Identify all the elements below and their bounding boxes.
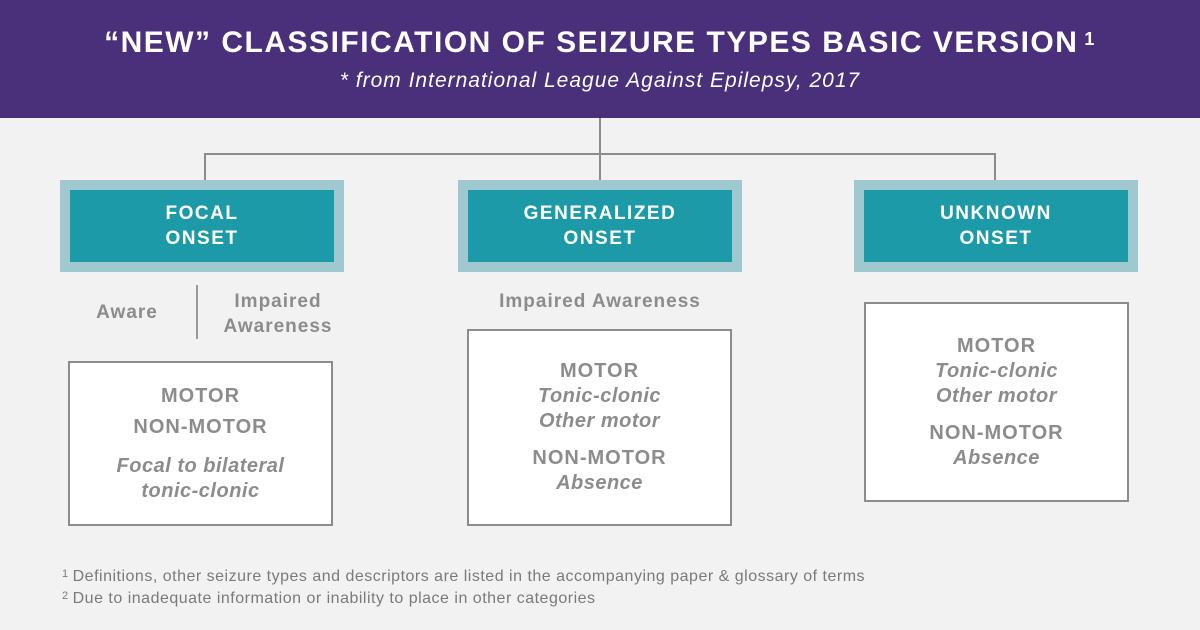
- unknown-onset-title-line2: ONSET: [959, 228, 1033, 249]
- focal-motor-heading: MOTOR: [160, 384, 241, 407]
- unknown-tonic-clonic: Tonic-clonic: [934, 359, 1059, 382]
- generalized-onset-inner: [468, 190, 732, 262]
- focal-onset-box: [60, 180, 344, 272]
- footnote-1-text: Definitions, other seizure types and descriptors are listed in the accompanying paper & glossary of terms: [72, 568, 866, 585]
- generalized-onset-title-line2: ONSET: [563, 228, 637, 249]
- footnote-1-marker: 1: [62, 568, 69, 580]
- generalized-impaired-label: Impaired Awareness: [499, 291, 701, 312]
- unknown-absence: Absence: [953, 446, 1040, 469]
- focal-aware-label: Aware: [96, 302, 158, 323]
- focal-onset-title-line2: ONSET: [165, 228, 239, 249]
- focal-bilateral-line2: tonic-clonic: [141, 479, 260, 502]
- generalized-other-motor: Other motor: [538, 410, 661, 432]
- awareness-divider: [196, 285, 198, 339]
- focal-impaired-label: [208, 289, 348, 339]
- unknown-motor-heading: MOTOR: [956, 334, 1037, 357]
- focal-impaired-line2: Awareness: [223, 316, 333, 337]
- generalized-tonic-clonic: Tonic-clonic: [537, 385, 662, 407]
- footnote-2-text: Due to inadequate information or inability to place in other categories: [72, 590, 596, 607]
- generalized-non-motor-heading: NON-MOTOR: [532, 447, 667, 469]
- footnote-2: [62, 589, 596, 609]
- unknown-types-box: [864, 302, 1129, 502]
- focal-types-box: [68, 361, 333, 526]
- focal-impaired-line1: Impaired: [234, 291, 322, 312]
- generalized-absence: Absence: [556, 472, 643, 494]
- focal-onset-title-line1: FOCAL: [165, 203, 239, 224]
- title-footnote-marker: 1: [1084, 29, 1096, 49]
- unknown-non-motor-heading: NON-MOTOR: [929, 421, 1064, 444]
- unknown-onset-title-line1: UNKNOWN: [940, 203, 1052, 224]
- unknown-onset-inner: [864, 190, 1128, 262]
- focal-non-motor-heading: NON-MOTOR: [133, 415, 268, 438]
- unknown-other-motor: Other motor: [935, 384, 1058, 407]
- focal-onset-inner: [70, 190, 334, 262]
- footnote-2-marker: 2: [62, 590, 69, 602]
- generalized-motor-heading: MOTOR: [559, 360, 640, 382]
- generalized-types-box: [467, 329, 732, 526]
- generalized-onset-title-line1: GENERALIZED: [523, 203, 677, 224]
- footnote-1: [62, 567, 865, 587]
- page-subtitle: * from International League Against Epilepsy, 2017: [339, 69, 861, 92]
- unknown-onset-box: [854, 180, 1138, 272]
- page-title-text: “NEW” CLASSIFICATION OF SEIZURE TYPES BASIC VERSION: [104, 26, 1079, 59]
- generalized-onset-box: [458, 180, 742, 272]
- focal-bilateral-line1: Focal to bilateral: [116, 454, 285, 477]
